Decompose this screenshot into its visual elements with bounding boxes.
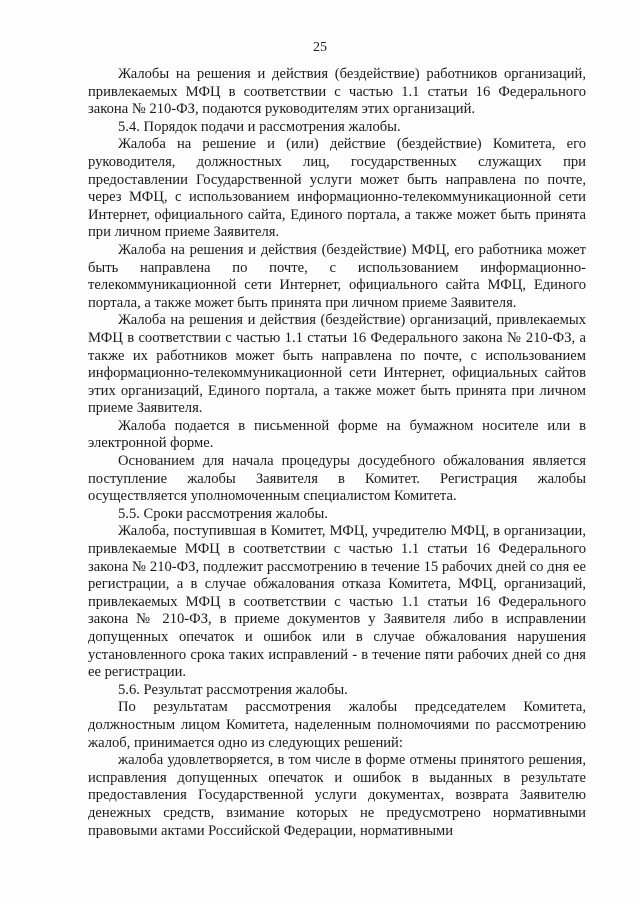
paragraph-complaint-satisfied: жалоба удовлетворяется, в том числе в форме отмены принятого решения, исправления допущенных опечаток и ошибок в выданных в результате предоставления Государственной услуги документах, возврата Заявителю денежных средств, взимание которых не предусмотрено нормативными правовыми актами Российской Федерации, нормативными xyxy=(88,752,586,839)
paragraph-procedure-basis: Основанием для начала процедуры досудебного обжалования является поступление жалобы Заявителя в Комитет. Регистрация жалобы осуществляется уполномоченным специалистом Комитета. xyxy=(88,453,586,505)
paragraph-review-deadlines: Жалоба, поступившая в Комитет, МФЦ, учредителю МФЦ, в организации, привлекаемые МФЦ в соответствии с частью 1.1 статьи 16 Федерального закона № 210-ФЗ, подлежит рассмотрению в течение 15 рабочих дней со дня ее регистрации, а в случае обжалования отказа Комитета, МФЦ, организаций, привлекаемых МФЦ в соответствии с частью 1.1 статьи 16 Федерального закона № 210-ФЗ, в приеме документов у Заявителя либо в исправлении допущенных опечаток и ошибок или в случае обжалования нарушения установленного срока таких исправлений - в течение пяти рабочих дней со дня ее регистрации. xyxy=(88,523,586,681)
paragraph-complaint-against-committee: Жалоба на решение и (или) действие (бездействие) Комитета, его руководителя, должностных лиц, государственных служащих при предоставлении Государственной услуги может быть направлена по почте, через МФЦ, с использованием информационно-телекоммуникационной сети Интернет, официального сайта, Единого портала, а также может быть принята при личном приеме Заявителя. xyxy=(88,136,586,241)
document-body xyxy=(88,66,586,840)
paragraph-complaint-against-involved-organizations: Жалоба на решения и действия (бездействие) организаций, привлекаемых МФЦ в соответствии с частью 1.1 статьи 16 Федерального закона № 210-ФЗ, а также их работников может быть направлена по почте, с использованием информационно-телекоммуникационной сети Интернет, официальных сайтов этих организаций, Единого портала, а также может быть принята при личном приеме Заявителя. xyxy=(88,312,586,417)
section-heading-5-6: 5.6. Результат рассмотрения жалобы. xyxy=(118,681,348,698)
paragraph-complaint-against-mfc: Жалоба на решения и действия (бездействие) МФЦ, его работника может быть направлена по почте, с использованием информационно-телекоммуникационной сети Интернет, официального сайта МФЦ, Единого портала, а также может быть принята при личном приеме Заявителя. xyxy=(88,241,586,311)
paragraph-complaints-against-organizations: Жалобы на решения и действия (бездействие) работников организаций, привлекаемых МФЦ в соответствии с частью 1.1 статьи 16 Федерального закона № 210-ФЗ, подаются руководителям этих организаций. xyxy=(88,66,586,118)
page-number: 25 xyxy=(313,40,327,55)
section-heading-5-4: 5.4. Порядок подачи и рассмотрения жалобы. xyxy=(118,118,401,135)
paragraph-review-results: По результатам рассмотрения жалобы председателем Комитета, должностным лицом Комитета, наделенным полномочиями по рассмотрению жалоб, принимается одно из следующих решений: xyxy=(88,699,586,751)
paragraph-complaint-form: Жалоба подается в письменной форме на бумажном носителе или в электронной форме. xyxy=(88,417,586,452)
section-heading-5-5: 5.5. Сроки рассмотрения жалобы. xyxy=(118,505,328,522)
